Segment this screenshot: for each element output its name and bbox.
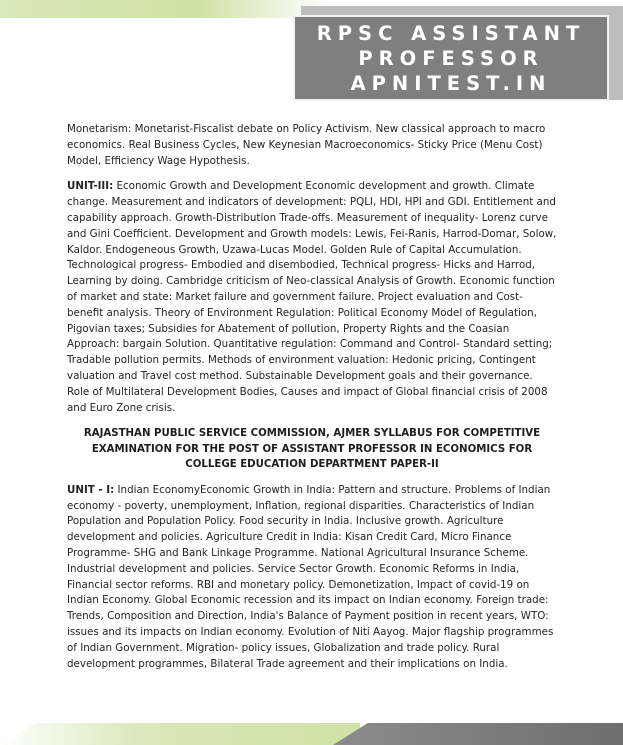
paper-2-heading: RAJASTHAN PUBLIC SERVICE COMMISSION, AJMER SYLLABUS FOR COMPETITIVE EXAMINATION FOR THE POST OF ASSISTANT PROFESSOR IN ECONOMICS FOR COLLEGE EDUCATION DEPARTMENT PAPER-II: [83, 428, 541, 471]
intro-paragraph: Monetarism: Monetarist-Fiscalist debate on Policy Activism. New classical approach to macro economics. Real Business Cycles, New Keynesian Macroeconomics- Sticky Price (Menu Cost) Model, Efficiency Wage Hypothesis.: [67, 123, 546, 167]
bottom-green-stripe: [0, 723, 360, 745]
title-banner: [293, 15, 609, 101]
unit-3-label: UNIT-III:: [67, 180, 114, 193]
unit-3-paragraph: [67, 179, 557, 416]
unit-3-text: Economic Growth and Development Economic development and growth. Climate change. Measurement and indicators of development: PQLI, HDI, HPI and GDI. Entitlement and capability approach. Growth-Distribution Trade-offs. Measurement of inequality- Lorenz curve and Gini Coefficient. Development and Growth models: Lewis, Fei-Ranis, Harrod-Domar, Solow, Kaldor. Endogeneous Growth, Uzawa-Lucas Model. Golden Rule of Capital Accumulation. Technological progress- Embodied and disembodied, Technical progress- Hicks and Harrod, Learning by doing. Cambridge criticism of Neo-classical Analysis of Growth. Economic function of market and state: Market failure and government failure. Project evaluation and Cost-benefit analysis. Theory of Environment Regulation: Political Economy Model of Regulation, Pigovian taxes; Subsidies for Abatement of pollution, Property Rights and the Coasian Approach: bargain Solution. Quantitative regulation: Command and Control- Standard setting; Tradable pollution permits. Methods of environment valuation: Hedonic pricing, Contingent valuation and Travel cost method. Substainable Development goals and their governance. Role of Multilateral Development Bodies, Causes and impact of Global financial crisis of 2008 and Euro Zone crisis.: [67, 180, 557, 414]
syllabus-content: [67, 122, 557, 682]
unit-1-paragraph: [67, 483, 557, 673]
top-decorative-stripe: [0, 0, 330, 18]
unit-1-text: Indian EconomyEconomic Growth in India: Pattern and structure. Problems of Indian economy - poverty, unemployment, Inflation, regional disparities. Characteristics of Indian Population and Population Policy. Food security in India. Inclusive growth. Agriculture development and policies. Agriculture Credit in India: Kisan Credit Card, Micro Finance Programme- SHG and Bank Linkage Programme. National Agricultural Insurance Scheme. Industrial development and policies. Service Sector Growth. Economic Reforms in India, Financial sector reforms. RBI and monetary policy. Demonetization, Impact of covid-19 on Indian Economy. Global Economic recession and its impact on Indian economy. Foreign trade: Trends, Composition and Direction, India's Balance of Payment position in recent years, WTO: issues and its impacts on Indian economy. Evolution of Niti Aayog. Major flagship programmes of Indian Government. Migration- policy issues, Globalization and trade policy. Rural development programmes, Bilateral Trade agreement and their implications on India.: [67, 483, 554, 670]
banner-line-3: APNITEST.IN: [350, 71, 552, 95]
bottom-gray-stripe: [333, 723, 623, 745]
banner-line-1: RPSC ASSISTANT: [316, 21, 586, 45]
unit-1-label: UNIT - I:: [67, 483, 115, 496]
banner-line-2: PROFESSOR: [358, 46, 544, 70]
